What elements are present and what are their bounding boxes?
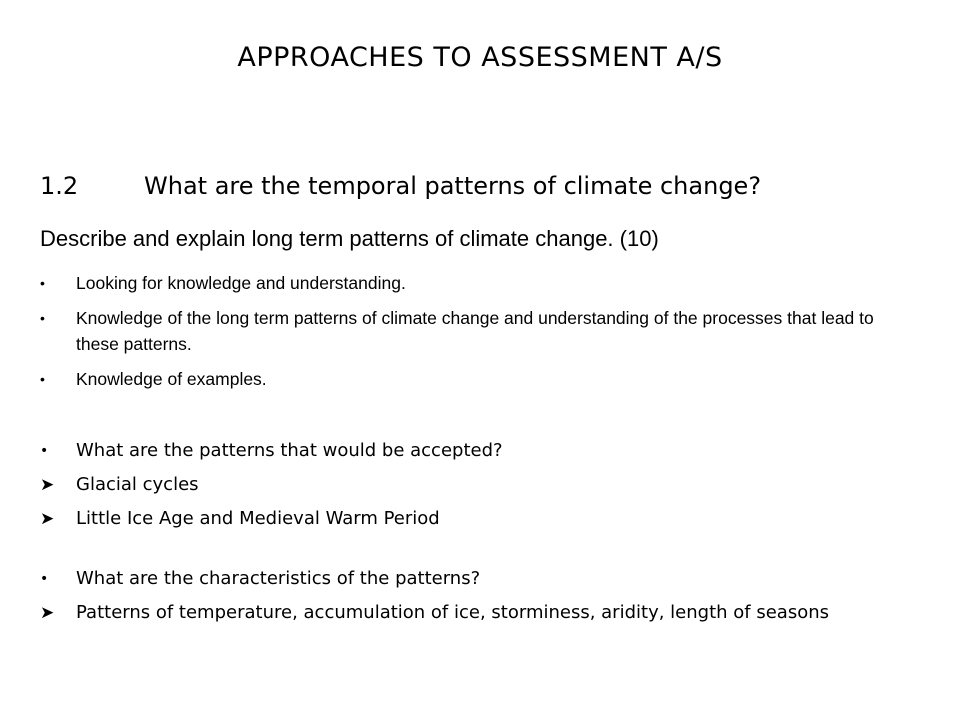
patterns-question: What are the patterns that would be accepted? (76, 440, 503, 461)
section-heading (40, 172, 761, 200)
arrowhead-bullet-icon: ➤ (40, 603, 55, 623)
criteria-text: Knowledge of examples. (76, 369, 267, 389)
list-item (40, 366, 920, 392)
arrowhead-bullet-icon: ➤ (40, 475, 55, 495)
characteristic-text: Patterns of temperature, accumulation of ice, storminess, aridity, length of seasons (76, 602, 829, 623)
pattern-text: Little Ice Age and Medieval Warm Period (76, 508, 440, 529)
list-item (40, 506, 920, 532)
slide-title: APPROACHES TO ASSESSMENT A/S (237, 42, 723, 73)
criteria-text: Knowledge of the long term patterns of climate change and understanding of the processes that lead to these patterns. (76, 308, 874, 354)
list-item (40, 472, 920, 498)
list-item (40, 566, 920, 592)
section-number: 1.2 (40, 172, 79, 200)
list-item (40, 305, 920, 357)
exam-question: Describe and explain long term patterns of climate change. (10) (40, 226, 659, 251)
characteristics-list (40, 566, 920, 626)
bullet-dot-icon: • (40, 275, 45, 291)
characteristics-question: What are the characteristics of the patterns? (76, 568, 481, 589)
criteria-list (40, 270, 920, 392)
list-item (40, 600, 920, 626)
list-item (40, 270, 920, 296)
bullet-dot-icon: • (40, 571, 49, 587)
arrowhead-bullet-icon: ➤ (40, 509, 55, 529)
section-heading-text: What are the temporal patterns of climate change? (144, 172, 762, 200)
bullet-dot-icon: • (40, 371, 45, 387)
patterns-list (40, 438, 920, 532)
criteria-text: Looking for knowledge and understanding. (76, 273, 406, 293)
bullet-dot-icon: • (40, 310, 45, 326)
pattern-text: Glacial cycles (76, 474, 199, 495)
bullet-dot-icon: • (40, 443, 49, 459)
list-item (40, 438, 920, 464)
